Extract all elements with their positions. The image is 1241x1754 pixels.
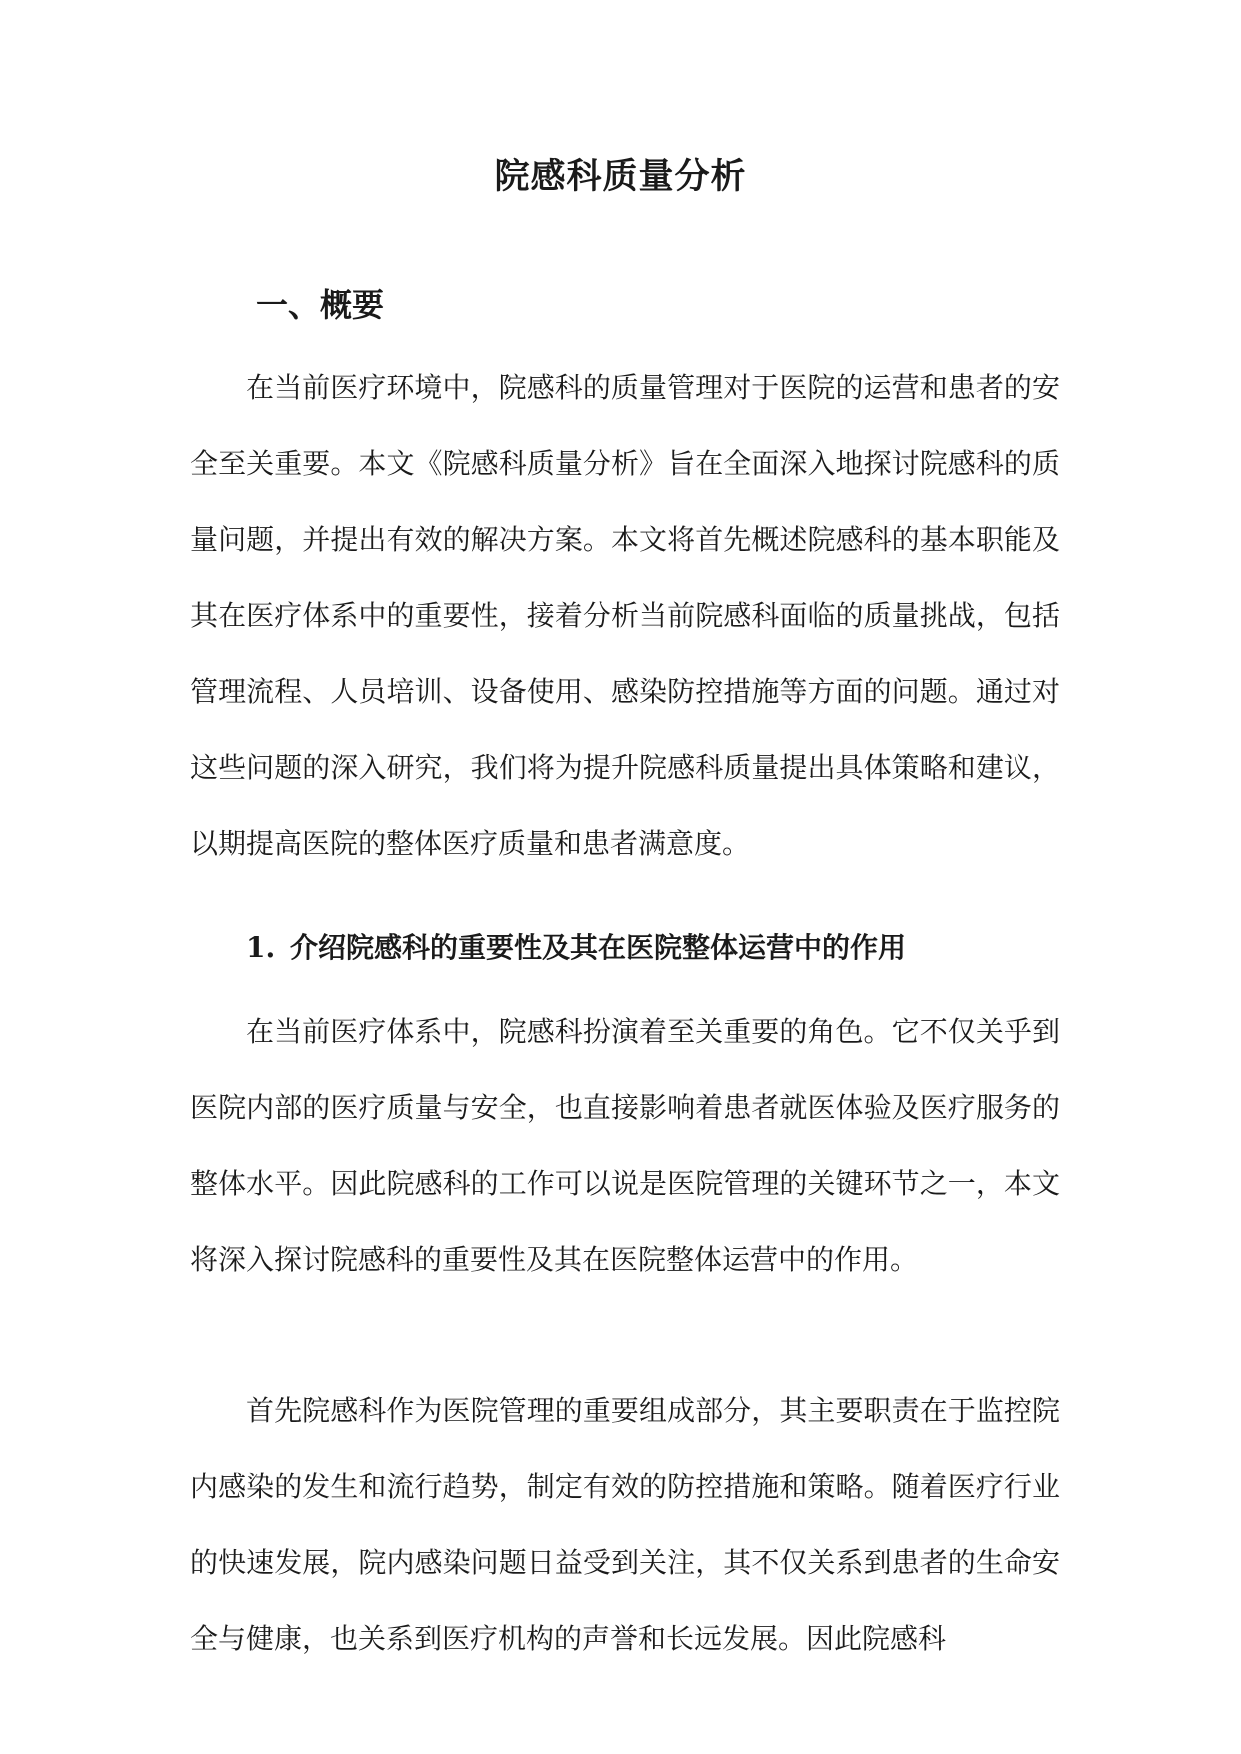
subsection-heading — [246, 918, 906, 978]
subsection-paragraph-2: 首先院感科作为医院管理的重要组成部分，其主要职责在于监控院内感染的发生和流行趋势，制定有效的防控措施和策略。随着医疗行业的快速发展，院内感染问题日益受到关注，其不仅关系到患者的生命安全与健康，也关系到医疗机构的声誉和长远发展。因此院感科 — [190, 1394, 1060, 1655]
document-title: 院感科质量分析 — [494, 156, 747, 197]
section-heading-overview: 一、概要 — [256, 286, 385, 324]
subsection-heading-text: 介绍院感科的重要性及其在医院整体运营中的作用 — [290, 931, 907, 964]
subsection-number: 1. — [246, 931, 276, 964]
subsection-paragraph-1: 在当前医疗体系中，院感科扮演着至关重要的角色。它不仅关乎到医院内部的医疗质量与安全，也直接影响着患者就医体验及医疗服务的整体水平。因此院感科的工作可以说是医院管理的关键环节之一，本文将深入探讨院感科的重要性及其在医院整体运营中的作用。 — [190, 1015, 1060, 1276]
overview-paragraph: 在当前医疗环境中，院感科的质量管理对于医院的运营和患者的安全至关重要。本文《院感科质量分析》旨在全面深入地探讨院感科的质量问题，并提出有效的解决方案。本文将首先概述院感科的基本职能及其在医疗体系中的重要性，接着分析当前院感科面临的质量挑战，包括管理流程、人员培训、设备使用、感染防控措施等方面的问题。通过对这些问题的深入研究，我们将为提升院感科质量提出具体策略和建议，以期提高医院的整体医疗质量和患者满意度。 — [190, 371, 1060, 860]
